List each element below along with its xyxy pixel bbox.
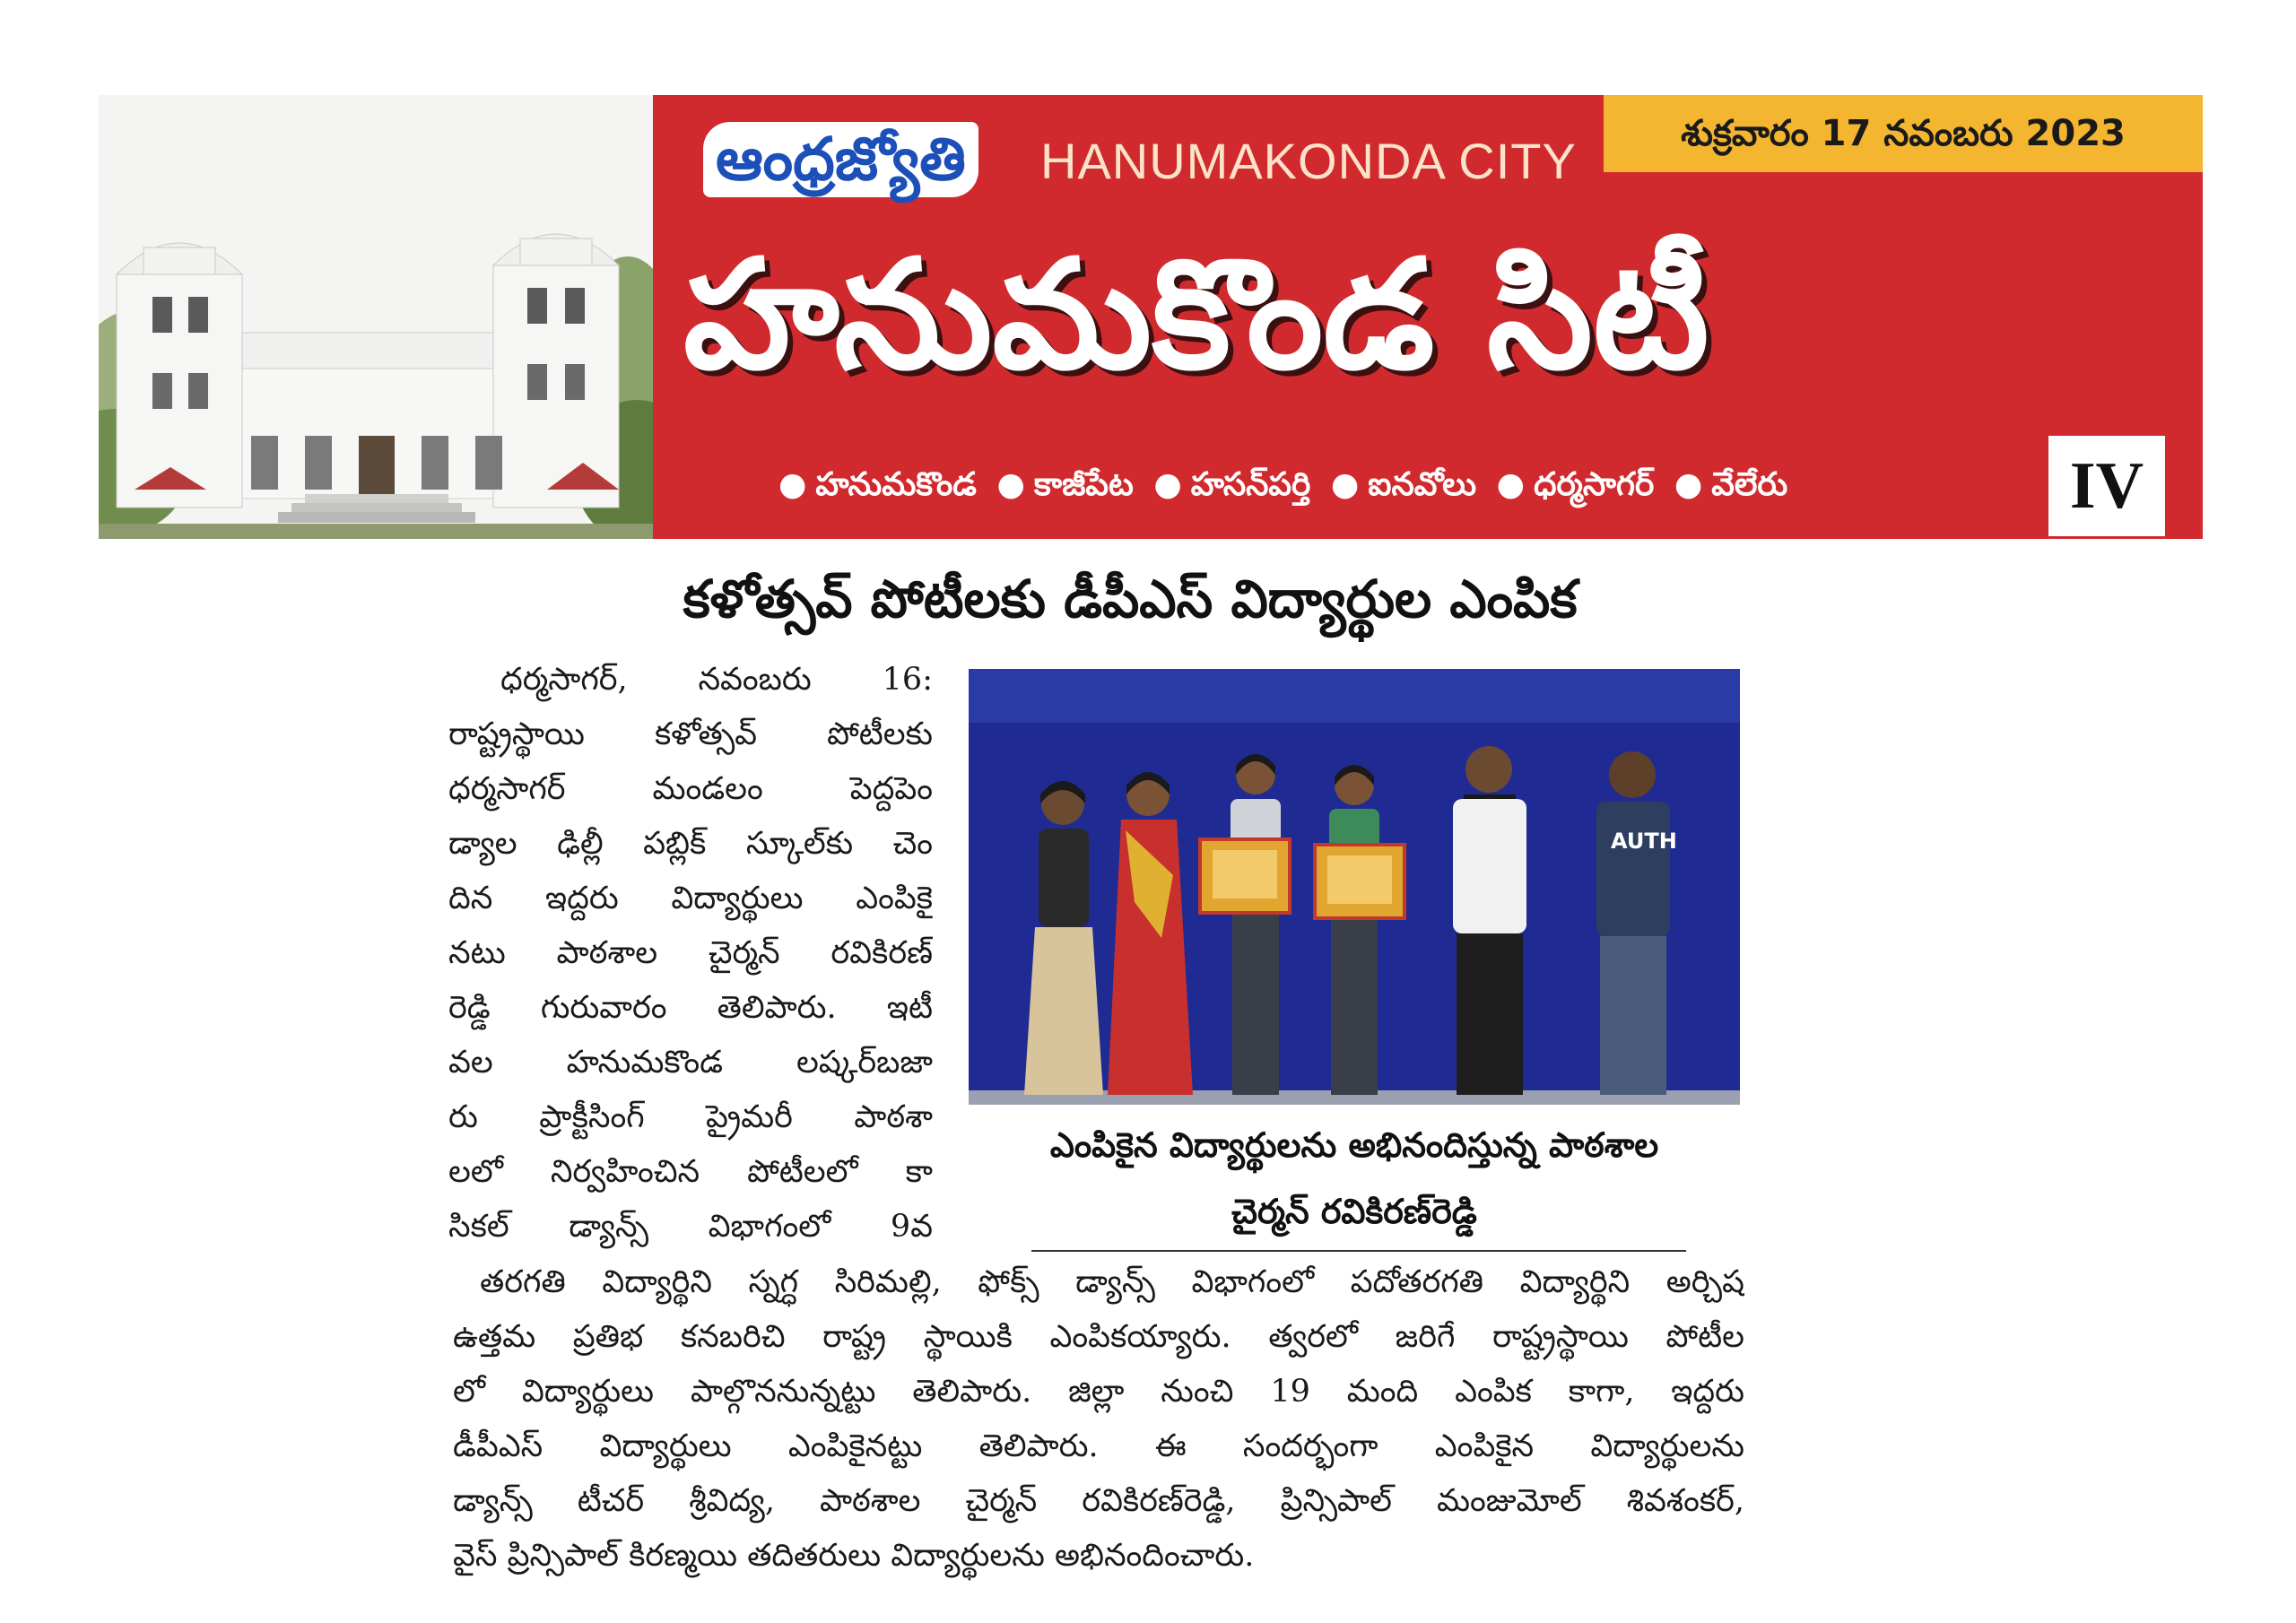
masthead <box>99 95 2203 539</box>
article-line: డీపీఎస్ విద్యార్థులు ఎంపికైనట్టు తెలిపారు. ఈ సందర్భంగా ఎంపికైన విద్యార్థులను <box>453 1428 1744 1464</box>
edition-city-label: HANUMAKONDA CITY <box>1040 133 1577 189</box>
edition-title: హనుమకొండ సిటీ <box>683 227 1709 403</box>
issue-date: శుక్రవారం 17 నవంబరు 2023 <box>1604 95 2203 172</box>
bullet-icon: ● <box>1496 466 1526 503</box>
newspaper-logo: ఆంధ్రజ్యోతి <box>703 122 978 197</box>
article-wide-text <box>453 1255 1744 1584</box>
article-line: నటు పాఠశాల చైర్మన్ రవికిరణ్ <box>448 935 933 971</box>
locality-item: ధర్మసాగర్ <box>1534 466 1655 503</box>
locality-item: వేలేరు <box>1711 466 1788 503</box>
article-line: డ్యాన్స్ టీచర్ శ్రీవిద్య, పాఠశాల చైర్మన్ రవికిరణ్‌రెడ్డి, ప్రిన్సిపాల్ మంజుమోల్ శివశంకర్, <box>453 1483 1744 1519</box>
article-line: తరగతి విద్యార్థిని స్నగ్ధ సిరిమల్లి, ఫోక్స్ డ్యాన్స్ విభాగంలో పదోతరగతి విద్యార్థిని అర్చిష <box>480 1264 1744 1300</box>
article-line: ఉత్తమ ప్రతిభ కనబరిచి రాష్ట్ర స్థాయికి ఎంపికయ్యారు. త్వరలో జరిగే రాష్ట్రస్థాయి పోటీల <box>453 1319 1744 1355</box>
article-line: డ్యాల ఢిల్లీ పబ్లిక్ స్కూల్‌కు చెం <box>448 826 933 862</box>
article-headline: కళోత్సవ్ పోటీలకు డీపీఎస్ విద్యార్థుల ఎంపిక <box>683 568 1578 629</box>
locality-item: హసన్‌పర్తి <box>1190 466 1311 503</box>
bullet-icon: ● <box>1674 466 1703 503</box>
article-line: ధర్మసాగర్, నవంబరు 16: <box>500 662 933 698</box>
article-line: వల హనుమకొండ లష్కర్‌బజా <box>448 1045 933 1081</box>
article-line: లో విద్యార్థులు పాల్గొననున్నట్టు తెలిపారు. జిల్లా నుంచి 19 మంది ఎంపిక కాగా, ఇద్దరు <box>453 1374 1744 1410</box>
article-line: దిన ఇద్దరు విద్యార్థులు ఎంపికై <box>448 881 933 916</box>
article-line: వైస్ ప్రిన్సిపాల్ కిరణ్మయి తదితరులు విద్యార్థులను అభినందించారు. <box>453 1538 1255 1574</box>
masthead-heritage-building-photo <box>99 95 653 539</box>
caption-divider <box>1031 1250 1686 1252</box>
locality-item: హనుమకొండ <box>815 466 977 503</box>
article-line: ధర్మసాగర్ మండలం పెద్దపెం <box>448 771 933 807</box>
article-line: లలో నిర్వహించిన పోటీలలో కా <box>448 1154 933 1190</box>
locality-item: ఐనవోలు <box>1368 466 1477 503</box>
bullet-icon: ● <box>1153 466 1182 503</box>
caption-line: చైర్మన్ రవికిరణ్‌రెడ్డి <box>1231 1192 1477 1231</box>
locality-list <box>770 454 1828 516</box>
article-line: సికల్ డ్యాన్స్ విభాగంలో 9వ <box>448 1209 933 1245</box>
news-photo-award-group <box>969 669 1740 1105</box>
masthead-banner <box>653 95 2203 539</box>
article-column <box>448 653 933 1254</box>
page-number-badge: IV <box>2048 436 2165 536</box>
photo-caption <box>978 1112 1731 1245</box>
bullet-icon: ● <box>778 466 807 503</box>
shirt-print-text: AUTH <box>1611 829 1677 854</box>
bullet-icon: ● <box>996 466 1025 503</box>
article-line: రాష్ట్రస్థాయి కళోత్సవ్ పోటీలకు <box>448 716 933 752</box>
locality-item: కాజీపేట <box>1033 466 1134 503</box>
article-line: రు ప్రాక్టీసింగ్ ప్రైమరీ పాఠశా <box>448 1099 933 1135</box>
article-line: రెడ్డి గురువారం తెలిపారు. ఇటీ <box>448 990 933 1026</box>
bullet-icon: ● <box>1330 466 1360 503</box>
caption-line: ఎంపికైన విద్యార్థులను అభినందిస్తున్న పాఠశాల <box>1049 1125 1659 1165</box>
